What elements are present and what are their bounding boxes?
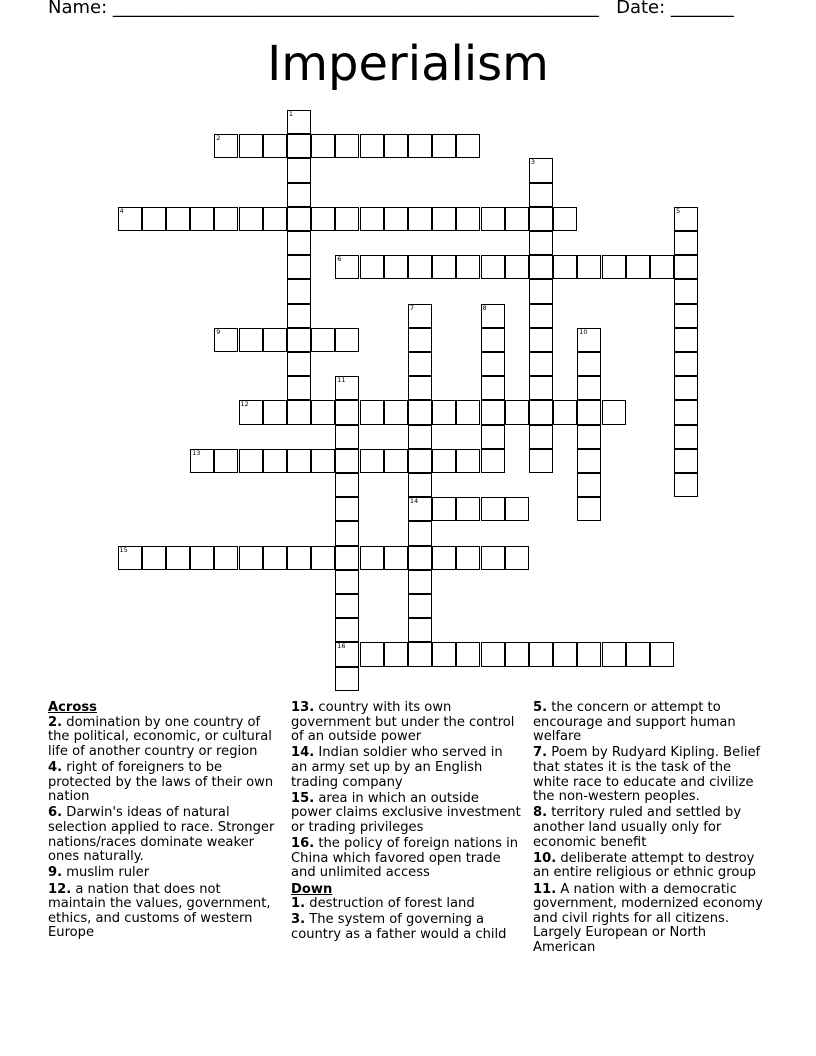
clue-number: 15 [119, 545, 128, 554]
page-title: Imperialism [267, 36, 549, 92]
crossword-cell[interactable] [674, 304, 698, 328]
clue-number: 9 [216, 327, 221, 336]
name-field[interactable]: ______________________________________________________ [112, 0, 599, 18]
crossword-cell[interactable] [214, 328, 238, 352]
clue-number: 12 [240, 400, 249, 409]
crossword-cell[interactable] [360, 642, 384, 666]
crossword-cell[interactable] [529, 279, 553, 303]
crossword-cell[interactable] [408, 546, 432, 570]
crossword-cell[interactable] [553, 207, 577, 231]
crossword-cell[interactable] [287, 231, 311, 255]
crossword-cell[interactable] [166, 546, 190, 570]
crossword-cell[interactable] [384, 449, 408, 473]
crossword-cell[interactable] [553, 400, 577, 424]
crossword-cell[interactable] [577, 642, 601, 666]
crossword-cell[interactable] [456, 400, 480, 424]
crossword-cell[interactable] [166, 207, 190, 231]
crossword-cell[interactable] [408, 594, 432, 618]
crossword-cell[interactable] [311, 400, 335, 424]
clue-across: 16. the policy of foreign nations in China which favored open trade and unlimited access [291, 836, 519, 881]
crossword-cell[interactable] [287, 255, 311, 279]
crossword-cell[interactable] [529, 255, 553, 279]
clue-number: 8 [482, 303, 487, 312]
crossword-cell[interactable] [335, 328, 359, 352]
crossword-cell[interactable] [190, 207, 214, 231]
crossword-cell[interactable] [335, 667, 359, 691]
crossword-cell[interactable] [505, 207, 529, 231]
clue-number: 14 [409, 497, 419, 506]
clue-down: 5. the concern or attempt to encourage and support human welfare [533, 700, 736, 745]
clue-number: 13 [192, 448, 201, 457]
crossword-cell[interactable] [214, 546, 238, 570]
crossword-cell[interactable] [481, 497, 505, 521]
crossword-cell[interactable] [335, 642, 359, 666]
crossword-cell[interactable] [360, 400, 384, 424]
crossword-cell[interactable] [481, 449, 505, 473]
crossword-cell[interactable] [602, 255, 626, 279]
crossword-cell[interactable] [287, 400, 311, 424]
crossword-cell[interactable] [432, 546, 456, 570]
crossword-cell[interactable] [602, 400, 626, 424]
crossword-cell[interactable] [214, 134, 238, 158]
crossword-cell[interactable] [456, 207, 480, 231]
clues-column-2 [291, 701, 523, 944]
crossword-cell[interactable] [432, 134, 456, 158]
crossword-cell[interactable] [239, 328, 263, 352]
crossword-cell[interactable] [384, 255, 408, 279]
crossword-cell[interactable] [481, 546, 505, 570]
crossword-cell[interactable] [408, 521, 432, 545]
clue-across: 4. right of foreigners to be protected by the laws of their own nation [48, 759, 274, 805]
crossword-cell[interactable] [505, 255, 529, 279]
crossword-cell[interactable] [674, 279, 698, 303]
crossword-cell[interactable] [408, 618, 432, 642]
crossword-cell[interactable] [432, 207, 456, 231]
crossword-cell[interactable] [432, 449, 456, 473]
crossword-cell[interactable] [674, 328, 698, 352]
crossword-cell[interactable] [335, 570, 359, 594]
crossword-cell[interactable] [360, 134, 384, 158]
crossword-cell[interactable] [674, 449, 698, 473]
crossword-cell[interactable] [456, 497, 480, 521]
crossword-cell[interactable] [239, 546, 263, 570]
crossword-cell[interactable] [432, 255, 456, 279]
crossword-cell[interactable] [408, 328, 432, 352]
crossword-cell[interactable] [505, 400, 529, 424]
crossword-cell[interactable] [287, 328, 311, 352]
crossword-cell[interactable] [335, 618, 359, 642]
crossword-cell[interactable] [529, 449, 553, 473]
crossword-cell[interactable] [384, 400, 408, 424]
crossword-cell[interactable] [335, 207, 359, 231]
crossword-cell[interactable] [335, 255, 359, 279]
crossword-cell[interactable] [481, 328, 505, 352]
crossword-cell[interactable] [577, 425, 601, 449]
clue-number: 1 [288, 110, 294, 118]
crossword-cell[interactable] [626, 642, 650, 666]
clue-across: 9. muslim ruler [48, 865, 150, 881]
crossword-cell[interactable] [505, 642, 529, 666]
crossword-cell[interactable] [335, 594, 359, 618]
crossword-cell[interactable] [287, 110, 311, 134]
crossword-cell[interactable] [432, 400, 456, 424]
crossword-cell[interactable] [674, 207, 698, 231]
crossword-cell[interactable] [311, 328, 335, 352]
crossword-cell[interactable] [408, 352, 432, 376]
crossword-cell[interactable] [529, 304, 553, 328]
crossword-cell[interactable] [408, 207, 432, 231]
crossword-cell[interactable] [674, 352, 698, 376]
clue-number: 7 [409, 303, 415, 312]
crossword-cell[interactable] [408, 425, 432, 449]
crossword-cell[interactable] [456, 255, 480, 279]
down-heading: Down [291, 881, 333, 897]
crossword-cell[interactable] [287, 449, 311, 473]
date-label: Date: [616, 0, 666, 18]
crossword-cell[interactable] [360, 449, 384, 473]
crossword-cell[interactable] [263, 207, 287, 231]
crossword-cell[interactable] [263, 134, 287, 158]
crossword-cell[interactable] [481, 352, 505, 376]
crossword-cell[interactable] [335, 521, 359, 545]
crossword-cell[interactable] [239, 449, 263, 473]
clue-number: 5 [676, 206, 681, 215]
crossword-cell[interactable] [481, 207, 505, 231]
crossword-cell[interactable] [529, 376, 553, 400]
crossword-cell[interactable] [311, 546, 335, 570]
crossword-cell[interactable] [456, 449, 480, 473]
crossword-cell[interactable] [287, 158, 311, 182]
crossword-cell[interactable] [408, 642, 432, 666]
crossword-cell[interactable] [408, 570, 432, 594]
crossword-cell[interactable] [287, 279, 311, 303]
clue-number: 11 [337, 376, 346, 385]
crossword-cell[interactable] [335, 449, 359, 473]
clue-across: 12. a nation that does not maintain the values, government, ethics, and customs of western Europe [48, 881, 271, 941]
crossword-cell[interactable] [529, 328, 553, 352]
crossword-cell[interactable] [481, 376, 505, 400]
crossword-cell[interactable] [239, 207, 263, 231]
clue-across: 15. area in which an outside power claims exclusive investment or trading privileges [291, 790, 521, 835]
crossword-cell[interactable] [360, 546, 384, 570]
crossword-cell[interactable] [263, 546, 287, 570]
crossword-cell[interactable] [626, 255, 650, 279]
crossword-cell[interactable] [481, 304, 505, 328]
crossword-cell[interactable] [577, 400, 601, 424]
crossword-cell[interactable] [577, 449, 601, 473]
clue-number: 10 [579, 327, 588, 336]
crossword-cell[interactable] [505, 546, 529, 570]
crossword-cell[interactable] [335, 134, 359, 158]
crossword-cell[interactable] [311, 449, 335, 473]
clue-across: 2. domination by one country of the political, economic, or cultural life of another country or region [48, 714, 272, 759]
crossword-cell[interactable] [311, 207, 335, 231]
crossword-cell[interactable] [287, 183, 311, 207]
crossword-cell[interactable] [650, 642, 674, 666]
name-label: Name: [48, 0, 108, 18]
crossword-cell[interactable] [481, 400, 505, 424]
crossword-cell[interactable] [529, 400, 553, 424]
clue-down: 10. deliberate attempt to destroy an entire religious or ethnic group [533, 850, 756, 881]
crossword-cell[interactable] [529, 231, 553, 255]
clue-across: 6. Darwin's ideas of natural selection applied to race. Stronger nations/races dominate weaker ones naturally. [48, 805, 275, 865]
crossword-cell[interactable] [335, 425, 359, 449]
crossword-cell[interactable] [529, 158, 553, 182]
crossword-cell[interactable] [408, 304, 432, 328]
crossword-cell[interactable] [384, 134, 408, 158]
crossword-cell[interactable] [674, 473, 698, 497]
crossword-cell[interactable] [360, 255, 384, 279]
crossword-cell[interactable] [408, 473, 432, 497]
crossword-cell[interactable] [456, 642, 480, 666]
crossword-cell[interactable] [674, 425, 698, 449]
clue-number: 16 [337, 642, 346, 651]
clues-column-1 [48, 701, 280, 942]
crossword-cell[interactable] [190, 449, 214, 473]
crossword-cell[interactable] [335, 473, 359, 497]
crossword-cell[interactable] [384, 207, 408, 231]
crossword-cell[interactable] [214, 449, 238, 473]
crossword-cell[interactable] [529, 425, 553, 449]
crossword-cell[interactable] [577, 255, 601, 279]
crossword-cell[interactable] [287, 304, 311, 328]
crossword-cell[interactable] [118, 546, 142, 570]
crossword-cell[interactable] [408, 376, 432, 400]
crossword-cell[interactable] [263, 400, 287, 424]
clues-column-3 [533, 701, 765, 957]
crossword-cell[interactable] [529, 207, 553, 231]
crossword-cell[interactable] [190, 546, 214, 570]
crossword-cell[interactable] [408, 497, 432, 521]
crossword-cell[interactable] [432, 497, 456, 521]
crossword-cell[interactable] [239, 400, 263, 424]
clue-number: 4 [119, 206, 124, 215]
crossword-cell[interactable] [263, 328, 287, 352]
crossword-cell[interactable] [335, 546, 359, 570]
crossword-cell[interactable] [287, 134, 311, 158]
crossword-cell[interactable] [335, 497, 359, 521]
crossword-cell[interactable] [263, 449, 287, 473]
clue-down: 1. destruction of forest land [291, 896, 475, 912]
crossword-cell[interactable] [481, 642, 505, 666]
crossword-cell[interactable] [311, 134, 335, 158]
crossword-cell[interactable] [239, 134, 263, 158]
crossword-cell[interactable] [481, 255, 505, 279]
crossword-cell[interactable] [214, 207, 238, 231]
crossword-cell[interactable] [602, 642, 626, 666]
crossword-cell[interactable] [481, 425, 505, 449]
crossword-cell[interactable] [505, 497, 529, 521]
crossword-cell[interactable] [408, 400, 432, 424]
crossword-cell[interactable] [674, 231, 698, 255]
crossword-cell[interactable] [360, 207, 384, 231]
crossword-cell[interactable] [553, 255, 577, 279]
clue-down: 7. Poem by Rudyard Kipling. Belief that states it is the task of the white race to educate and civilize the non-western peoples. [533, 745, 761, 805]
clue-number: 3 [530, 158, 536, 167]
date-field[interactable]: _______ [670, 0, 734, 18]
crossword-cell[interactable] [577, 497, 601, 521]
crossword-cell[interactable] [335, 400, 359, 424]
crossword-cell[interactable] [553, 642, 577, 666]
clue-across: 14. Indian soldier who served in an army set up by an English trading company [291, 745, 503, 790]
clue-number: 6 [337, 255, 342, 264]
crossword-cell[interactable] [408, 449, 432, 473]
crossword-cell[interactable] [456, 134, 480, 158]
crossword-cell[interactable] [408, 134, 432, 158]
crossword-cell[interactable] [577, 328, 601, 352]
crossword-cell[interactable] [384, 642, 408, 666]
crossword-cell[interactable] [674, 376, 698, 400]
crossword-cell[interactable] [432, 642, 456, 666]
crossword-cell[interactable] [529, 642, 553, 666]
crossword-cell[interactable] [408, 255, 432, 279]
clue-down: 3. The system of governing a country as a father would a child [291, 912, 507, 942]
crossword-cell[interactable] [577, 352, 601, 376]
crossword-cell[interactable] [287, 207, 311, 231]
crossword-cell[interactable] [456, 546, 480, 570]
crossword-cell[interactable] [142, 207, 166, 231]
crossword-cell[interactable] [577, 473, 601, 497]
clue-across: 13. country with its own government but under the control of an outside power [291, 700, 515, 745]
crossword-cell[interactable] [650, 255, 674, 279]
clue-down: 11. A nation with a democratic government, modernized economy and civil rights for all citizens. Largely European or North American [533, 881, 763, 955]
crossword-cell[interactable] [674, 255, 698, 279]
crossword-cell[interactable] [384, 546, 408, 570]
clue-number: 2 [216, 134, 221, 143]
clue-down: 8. territory ruled and settled by another land usually only for economic benefit [533, 805, 742, 850]
crossword-cell[interactable] [529, 183, 553, 207]
crossword-cell[interactable] [674, 400, 698, 424]
crossword-cell[interactable] [142, 546, 166, 570]
crossword-cell[interactable] [577, 376, 601, 400]
crossword-cell[interactable] [287, 352, 311, 376]
across-heading: Across [48, 700, 97, 715]
crossword-cell[interactable] [529, 352, 553, 376]
crossword-cell[interactable] [287, 376, 311, 400]
crossword-cell[interactable] [335, 376, 359, 400]
crossword-cell[interactable] [287, 546, 311, 570]
crossword-cell[interactable] [118, 207, 142, 231]
